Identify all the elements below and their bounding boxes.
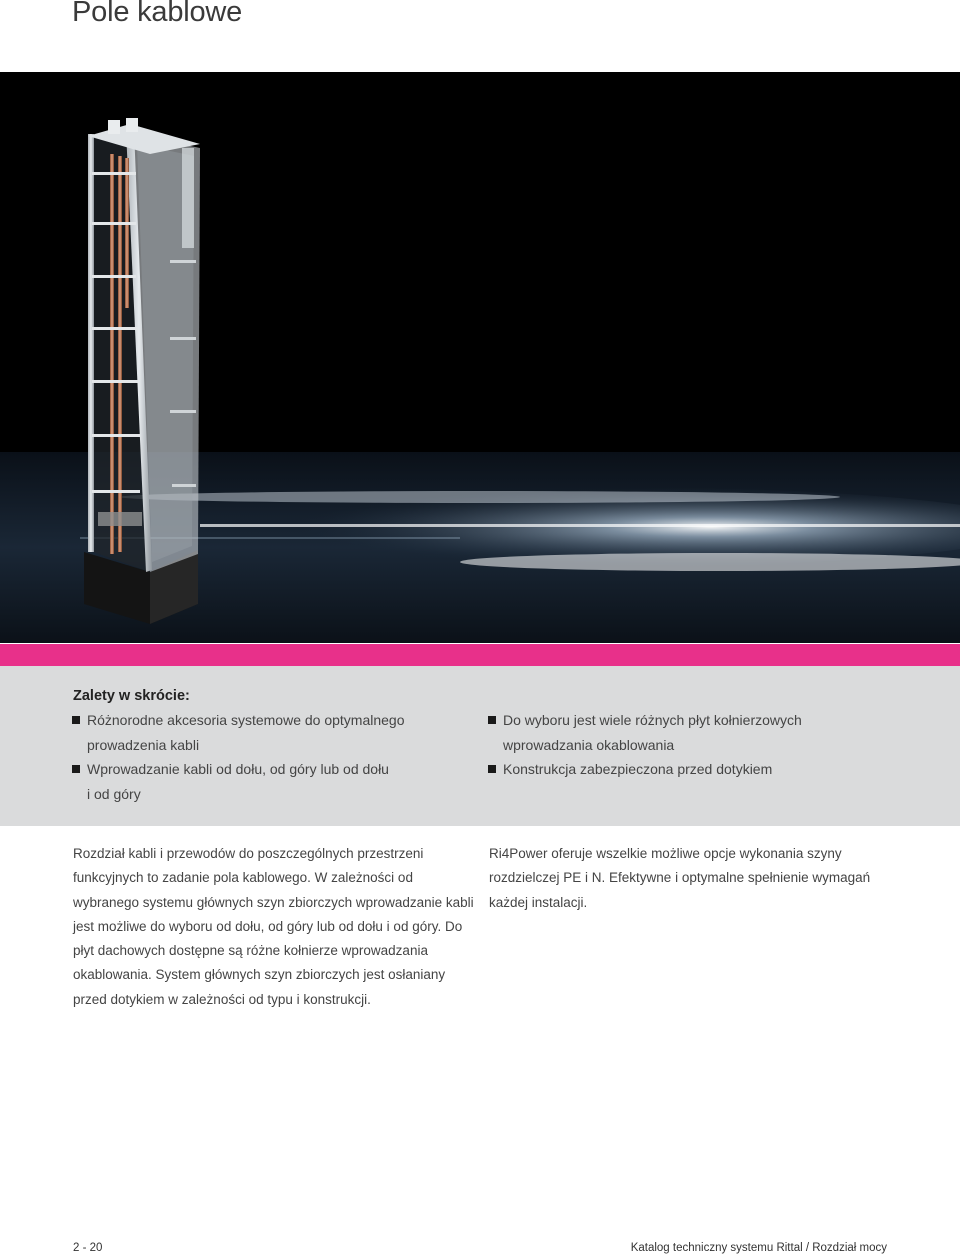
list-item [72,757,432,806]
cable-cabinet-illustration [0,72,960,643]
body-text-left: Rozdział kabli i przewodów do poszczególnych przestrzeni funkcyjnych to zadanie pola kablowego. W zależności od wybranego systemu głównych szyn zbiorczych wprowadzanie kabli jest możliwe do wyboru od dołu, od góry lub od dołu i od góry. Do płyt dachowych dostępne są różne kołnierze wprowadzania okablowania. System głównych szyn zbiorczych jest osłaniany przed dotykiem w zależności od typu i konstrukcji. [73,846,474,1007]
list-item-text: i od góry [87,785,141,802]
footer-catalog-title: Katalog techniczny systemu Rittal / Rozdział mocy [630,1242,887,1254]
list-item-text: Do wyboru jest wiele różnych płyt kołnierzowych [503,712,802,728]
page-number: 2 - 20 [73,1242,103,1254]
list-item [72,708,432,757]
benefits-heading: Zalety w skrócie: [73,688,190,704]
list-item [488,708,868,757]
page-title: Pole kablowe [72,0,243,28]
body-text-right: Ri4Power oferuje wszelkie możliwe opcje wykonania szyny rozdzielczej PE i N. Efektywne i optymalne spełnienie wymagań każdej instalacji. [489,846,871,910]
list-item-text: wprowadzania okablowania [503,736,675,753]
list-item [488,757,868,782]
list-item-text: prowadzenia kabli [87,736,200,753]
hero-image [0,72,960,643]
accent-bar [0,644,960,666]
list-item-text: Różnorodne akcesoria systemowe do optymalnego [87,712,405,728]
benefits-list-left [72,708,432,806]
list-item-text: Wprowadzanie kabli od dołu, od góry lub od dołu [87,761,389,777]
list-item-text: Konstrukcja zabezpieczona przed dotykiem [503,761,773,777]
benefits-list-right [488,708,868,782]
